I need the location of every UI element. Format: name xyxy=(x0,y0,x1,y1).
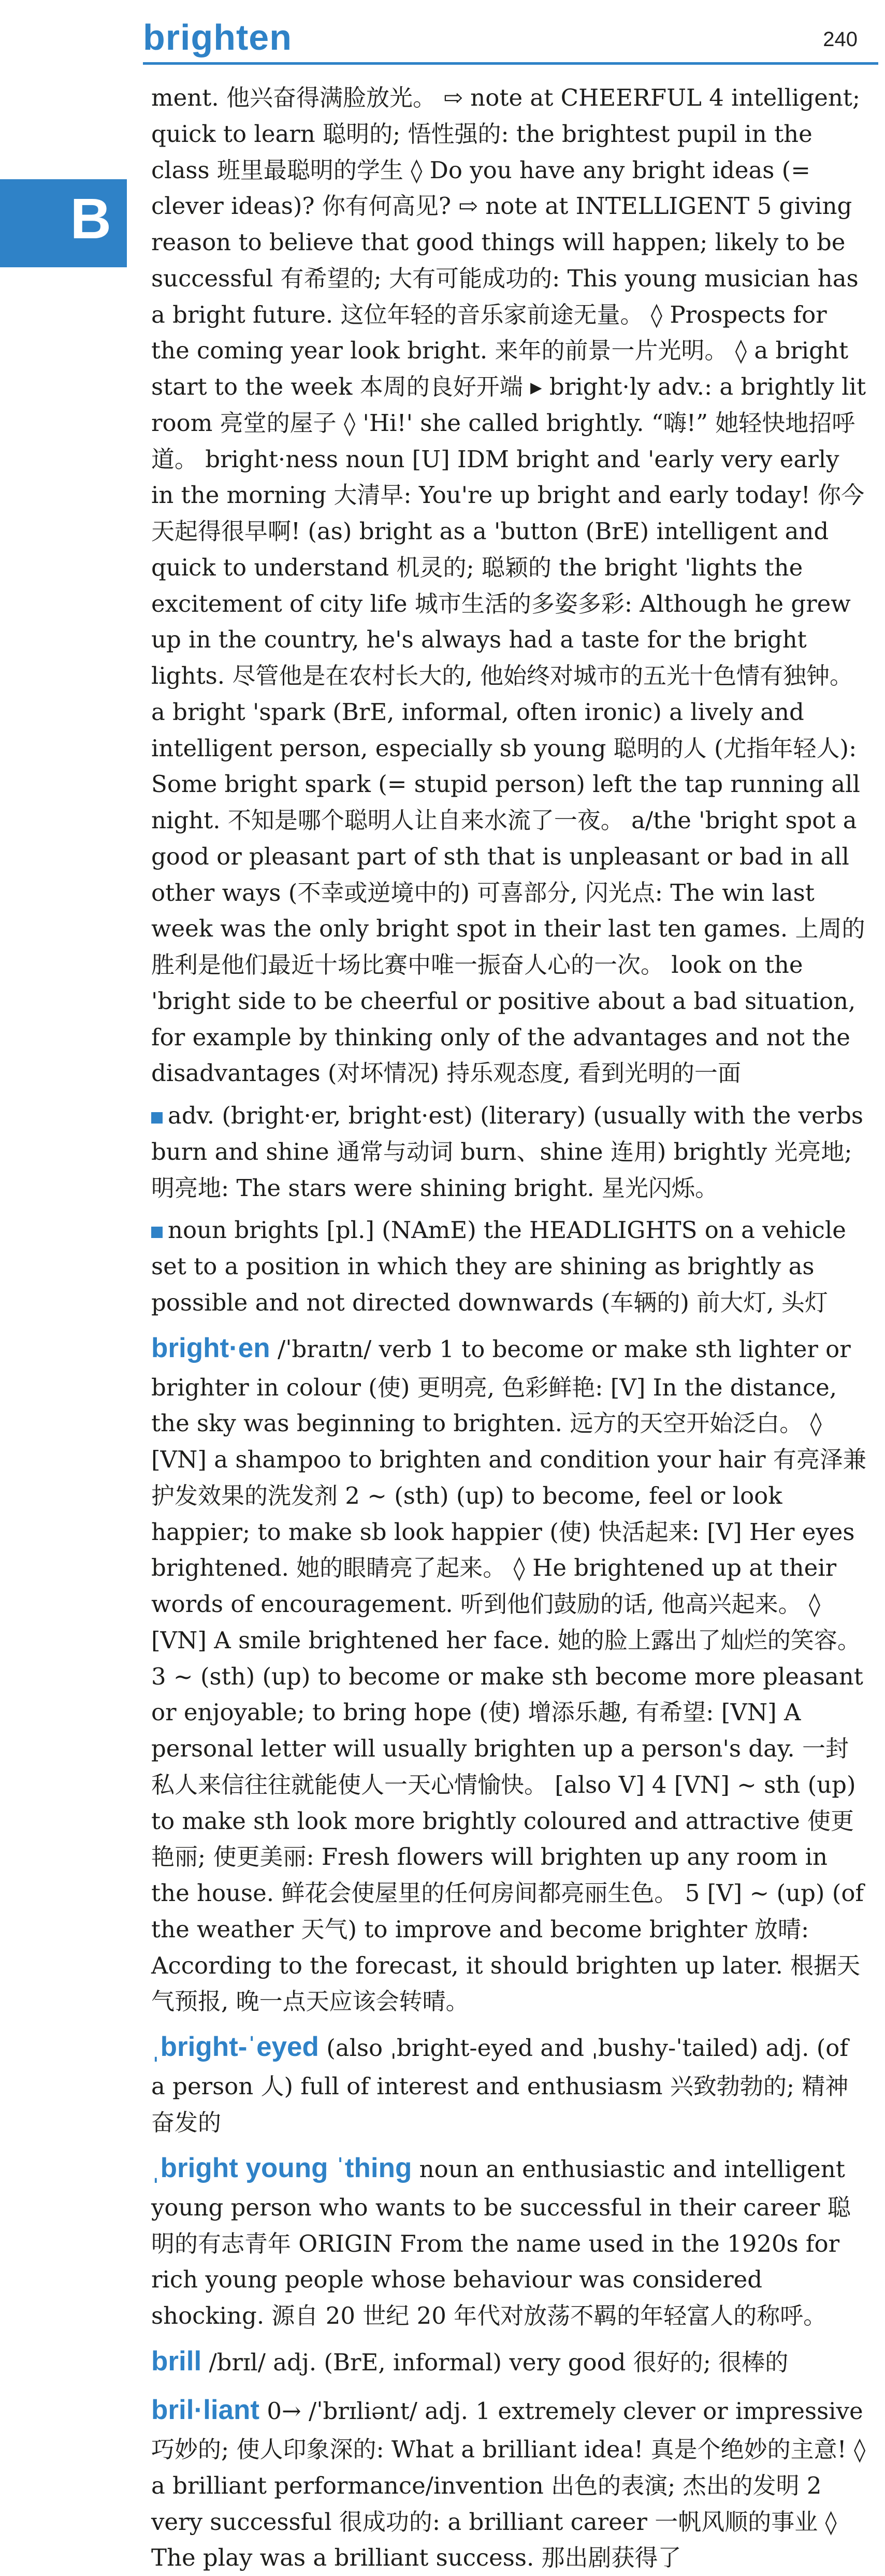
entry-text: noun brights [pl.] (NAmE) the HEADLIGHTS on a vehicle set to a position in which they are shining as brightly as possible and not directed downwards (车辆的) 前大灯, 头灯 xyxy=(151,1216,846,1316)
entry-text: /brɪl/ adj. (BrE, informal) very good 很好的; 很棒的 xyxy=(209,2348,789,2376)
page-number: 240 xyxy=(823,28,858,51)
header-rule xyxy=(143,62,878,65)
entry-bright-young-thing xyxy=(151,2147,868,2334)
entry-headword: ˌbright-ˈeyed xyxy=(151,2032,319,2063)
entry-text: adv. (bright·er, bright·est) (literary) (usually with the verbs burn and shine 通常与动词 burn、shine 连用) brightly 光亮地; 明亮地: The stars were shining bright. 星光闪烁。 xyxy=(151,1102,864,1202)
entry-headword: bright·en xyxy=(151,1332,270,1363)
sense-square-icon xyxy=(151,1227,163,1238)
thumb-index-letter: B xyxy=(70,187,111,251)
entry-brill xyxy=(151,2340,868,2383)
page-header xyxy=(143,10,878,71)
entry-text: 0→ /ˈbrɪliənt/ adj. 1 extremely clever or impressive 巧妙的; 使人印象深的: What a brilliant idea! 真是个绝妙的主意! ◊ a brilliant performance/invention 出色的表演; 杰出的发明 2 very successful 很成功的: a brilliant career 一帆风顺的事业 ◊ The play was a brilliant success. 那出剧获得了 xyxy=(151,2397,866,2572)
entry-bright-noun-sense xyxy=(151,1212,868,1320)
entry-text: (also ˌbright-eyed and ˌbushy-ˈtailed) adj. (of a person 人) full of interest and enthusiasm 兴致勃勃的; 精神奋发的 xyxy=(151,2034,849,2137)
entry-text: noun an enthusiastic and intelligent young person who wants to be successful in their career 聪明的有志青年 ORIGIN From the name used in the 1920s for rich young people whose behaviour was considered shocking. 源自 20 世纪 20 年代对放荡不羁的年轻富人的称呼。 xyxy=(151,2155,851,2330)
entry-brilliant xyxy=(151,2389,868,2576)
entry-headword: ˌbright young ˈthing xyxy=(151,2152,412,2183)
entry-headword: bril·liant xyxy=(151,2395,260,2426)
running-headword: brighten xyxy=(143,17,292,57)
entry-headword: brill xyxy=(151,2345,202,2377)
sense-square-icon xyxy=(151,1112,163,1124)
entry-text: ment. 他兴奋得满脸放光。 ⇨ note at CHEERFUL 4 intelligent; quick to learn 聪明的; 悟性强的: the brightest pupil in the class 班里最聪明的学生 ◊ Do you have any bright ideas (= clever ideas)? 你有何高见? ⇨ note at INTELLIGENT 5 giving reason to believe that good things will happen; likely to be successful 有希望的; 大有可能成功的: This young musician has a bright future. 这位年轻的音乐家前途无量。 ◊ Prospects for the coming year look bright. 来年的前景一片光明。 ◊ a bright start to the week 本周的良好开端 ▸ bright·ly adv.: a brightly lit room 亮堂的屋子 ◊ 'Hi!' she called brightly. “嗨!” 她轻快地招呼道。 bright·ness noun [U] IDM bright and 'early very early in the morning 大清早: You're up bright and early today! 你今天起得很早啊! (as) bright as a 'button (BrE) intelligent and quick to understand 机灵的; 聪颖的 the bright 'lights the excitement of city life 城市生活的多姿多彩: Although he grew up in the country, he's always had a taste for the bright lights. 尽管他是在农村长大的, 他始终对城市的五光十色情有独钟。 a bright 'spark (BrE, informal, often ironic) a lively and intelligent person, especially sb young 聪明的人 (尤指年轻人): Some bright spark (= stupid person) left the tap running all night. 不知是哪个聪明人让自来水流了一夜。 a/the 'bright spot a good or pleasant part of sth that is unpleasant or bad in all other ways (不幸或逆境中的) 可喜部分, 闪光点: The win last week was the only bright spot in their last ten games. 上周的胜利是他们最近十场比赛中唯一振奋人心的一次。 look on the 'bright side to be cheerful or positive about a bad situation, for example by thinking only of the advantages and not the disadvantages (对坏情况) 持乐观态度, 看到光明的一面 xyxy=(151,84,866,1087)
entries-column xyxy=(151,80,868,2572)
entry-text: /ˈbraɪtn/ verb 1 to become or make sth lighter or brighter in colour (使) 更明亮, 色彩鲜艳: [V] In the distance, the sky was beginning to brighten. 远方的天空开始泛白。 ◊ [VN] a shampoo to brighten and condition your hair 有亮泽兼护发效果的洗发剂 2 ~ (sth) (up) to become, feel or look happier; to make sb look happier (使) 快活起来: [V] Her eyes brightened. 她的眼睛亮了起来。 ◊ He brightened up at their words of encouragement. 听到他们鼓励的话, 他高兴起来。 ◊ [VN] A smile brightened her face. 她的脸上露出了灿烂的笑容。 3 ~ (sth) (up) to become or make sth become more pleasant or enjoyable; to bring hope (使) 增添乐趣, 有希望: [VN] A personal letter will usually brighten up a person's day. 一封私人来信往往就能使人一天心情愉快。 [also V] 4 [VN] ~ sth (up) to make sth look more brightly coloured and attractive 使更艳丽; 使更美丽: Fresh flowers will brighten up any room in the house. 鲜花会使屋里的任何房间都亮丽生色。 5 [V] ~ (up) (of the weather 天气) to improve and become brighter 放晴: According to the forecast, it should brighten up later. 根据天气预报, 晚一点天应该会转晴。 xyxy=(151,1335,866,2016)
entry-bright-adverb-sense xyxy=(151,1098,868,1206)
thumb-index-tab xyxy=(0,179,127,267)
entry-brighten xyxy=(151,1327,868,2020)
entry-bright-eyed xyxy=(151,2026,868,2141)
entry-bright-continued xyxy=(151,80,868,1091)
